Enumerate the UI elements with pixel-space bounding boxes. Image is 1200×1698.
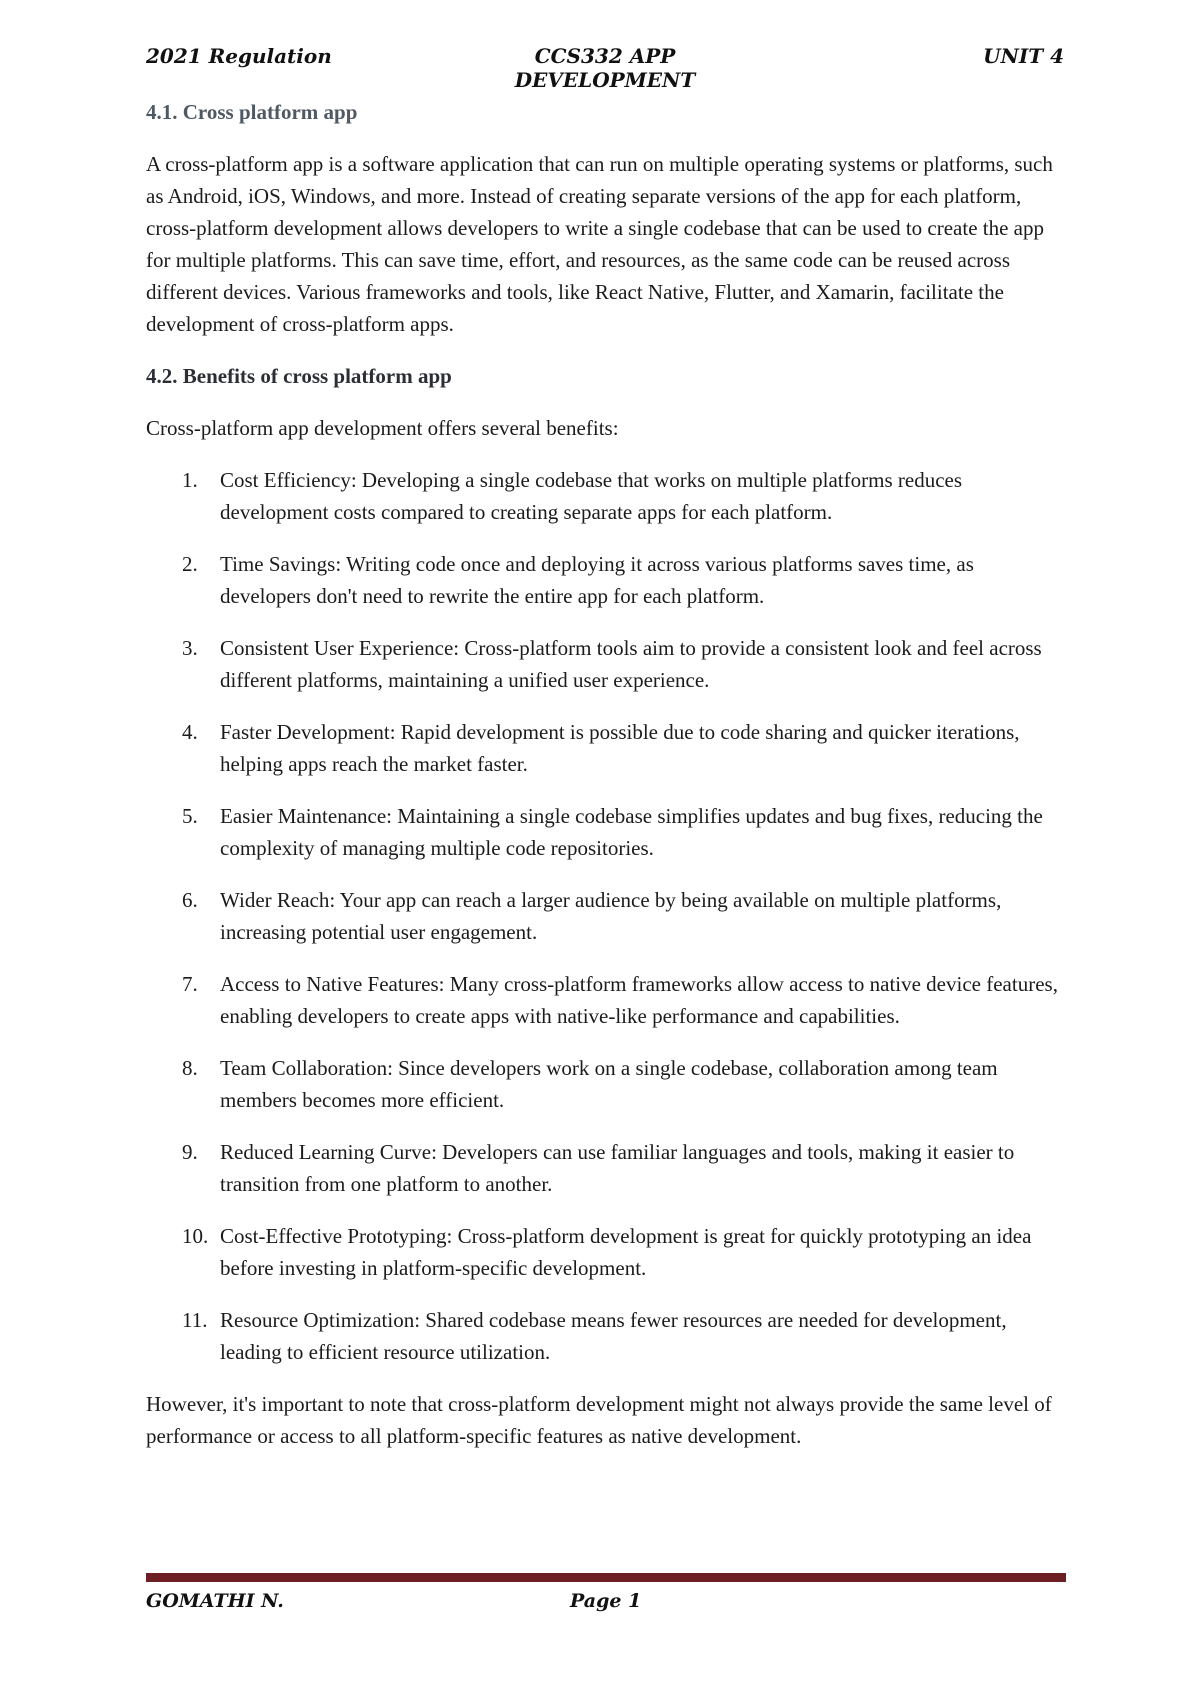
section-heading-benefits: 4.2. Benefits of cross platform app [146,364,452,388]
list-item [146,1220,1064,1284]
list-item-text: Faster Development: Rapid development is possible due to code sharing and quicker iterations, helping apps reach the market faster. [220,720,1020,776]
footer-page-number: Page 1 [570,1590,642,1612]
list-item-text: Wider Reach: Your app can reach a larger audience by being available on multiple platforms, increasing potential user engagement. [220,888,1002,944]
list-item-number: 2. [182,552,198,576]
running-header [146,44,1064,92]
list-item-number: 1. [182,468,198,492]
section-paragraph-definition: A cross-platform app is a software application that can run on multiple operating systems or platforms, such as Android, iOS, Windows, and more. Instead of creating separate versions of the app for each platform, cross-platform development allows developers to write a single codebase that can be used to create the app for multiple platforms. This can save time, effort, and resources, as the same code can be reused across different devices. Various frameworks and tools, like React Native, Flutter, and Xamarin, facilitate the development of cross-platform apps. [146,152,1053,336]
list-item-text: Consistent User Experience: Cross-platform tools aim to provide a consistent look and feel across different platforms, maintaining a unified user experience. [220,636,1042,692]
header-unit: UNIT 4 [983,44,1064,68]
list-item-text: Cost Efficiency: Developing a single codebase that works on multiple platforms reduces development costs compared to creating separate apps for each platform. [220,468,963,524]
list-item-number: 4. [182,720,198,744]
list-item-number: 5. [182,804,198,828]
list-item [146,464,1064,528]
list-item-text: Cost-Effective Prototyping: Cross-platform development is great for quickly prototyping an idea before investing in platform-specific development. [220,1224,1032,1280]
list-item-number: 7. [182,972,198,996]
footer-divider-line [146,1573,1066,1582]
header-regulation: 2021 Regulation [146,44,332,68]
list-item-number: 8. [182,1056,198,1080]
list-item-text: Reduced Learning Curve: Developers can use familiar languages and tools, making it easier to transition from one platform to another. [220,1140,1015,1196]
list-item-text: Team Collaboration: Since developers work on a single codebase, collaboration among team members becomes more efficient. [220,1056,998,1112]
list-item-text: Resource Optimization: Shared codebase means fewer resources are needed for development, leading to efficient resource utilization. [220,1308,1007,1364]
list-item-number: 10. [182,1224,209,1248]
list-item [146,1136,1064,1200]
benefits-list [146,464,1064,1368]
list-item [146,884,1064,948]
footer-author: GOMATHI N. [146,1590,284,1612]
section-heading-cross-platform-app: 4.1. Cross platform app [146,100,358,124]
header-course-title: CCS332 APP DEVELOPMENT [514,44,696,92]
list-item [146,548,1064,612]
list-item-text: Access to Native Features: Many cross-platform frameworks allow access to native device features, enabling developers to create apps with native-like performance and capabilities. [220,972,1058,1028]
list-item [146,800,1064,864]
list-item [146,1052,1064,1116]
list-item [146,1304,1064,1368]
list-item-number: 11. [182,1308,208,1332]
list-item-text: Time Savings: Writing code once and deploying it across various platforms saves time, as developers don't need to rewrite the entire app for each platform. [220,552,974,608]
closing-paragraph: However, it's important to note that cross-platform development might not always provide the same level of performance or access to all platform-specific features as native development. [146,1392,1052,1448]
list-item [146,632,1064,696]
benefits-intro: Cross-platform app development offers several benefits: [146,416,619,440]
list-item [146,968,1064,1032]
list-item-number: 9. [182,1140,198,1164]
list-item-number: 3. [182,636,198,660]
list-item [146,716,1064,780]
list-item-text: Easier Maintenance: Maintaining a single codebase simplifies updates and bug fixes, reducing the complexity of managing multiple code repositories. [220,804,1043,860]
list-item-number: 6. [182,888,198,912]
document-body [146,96,1064,1452]
